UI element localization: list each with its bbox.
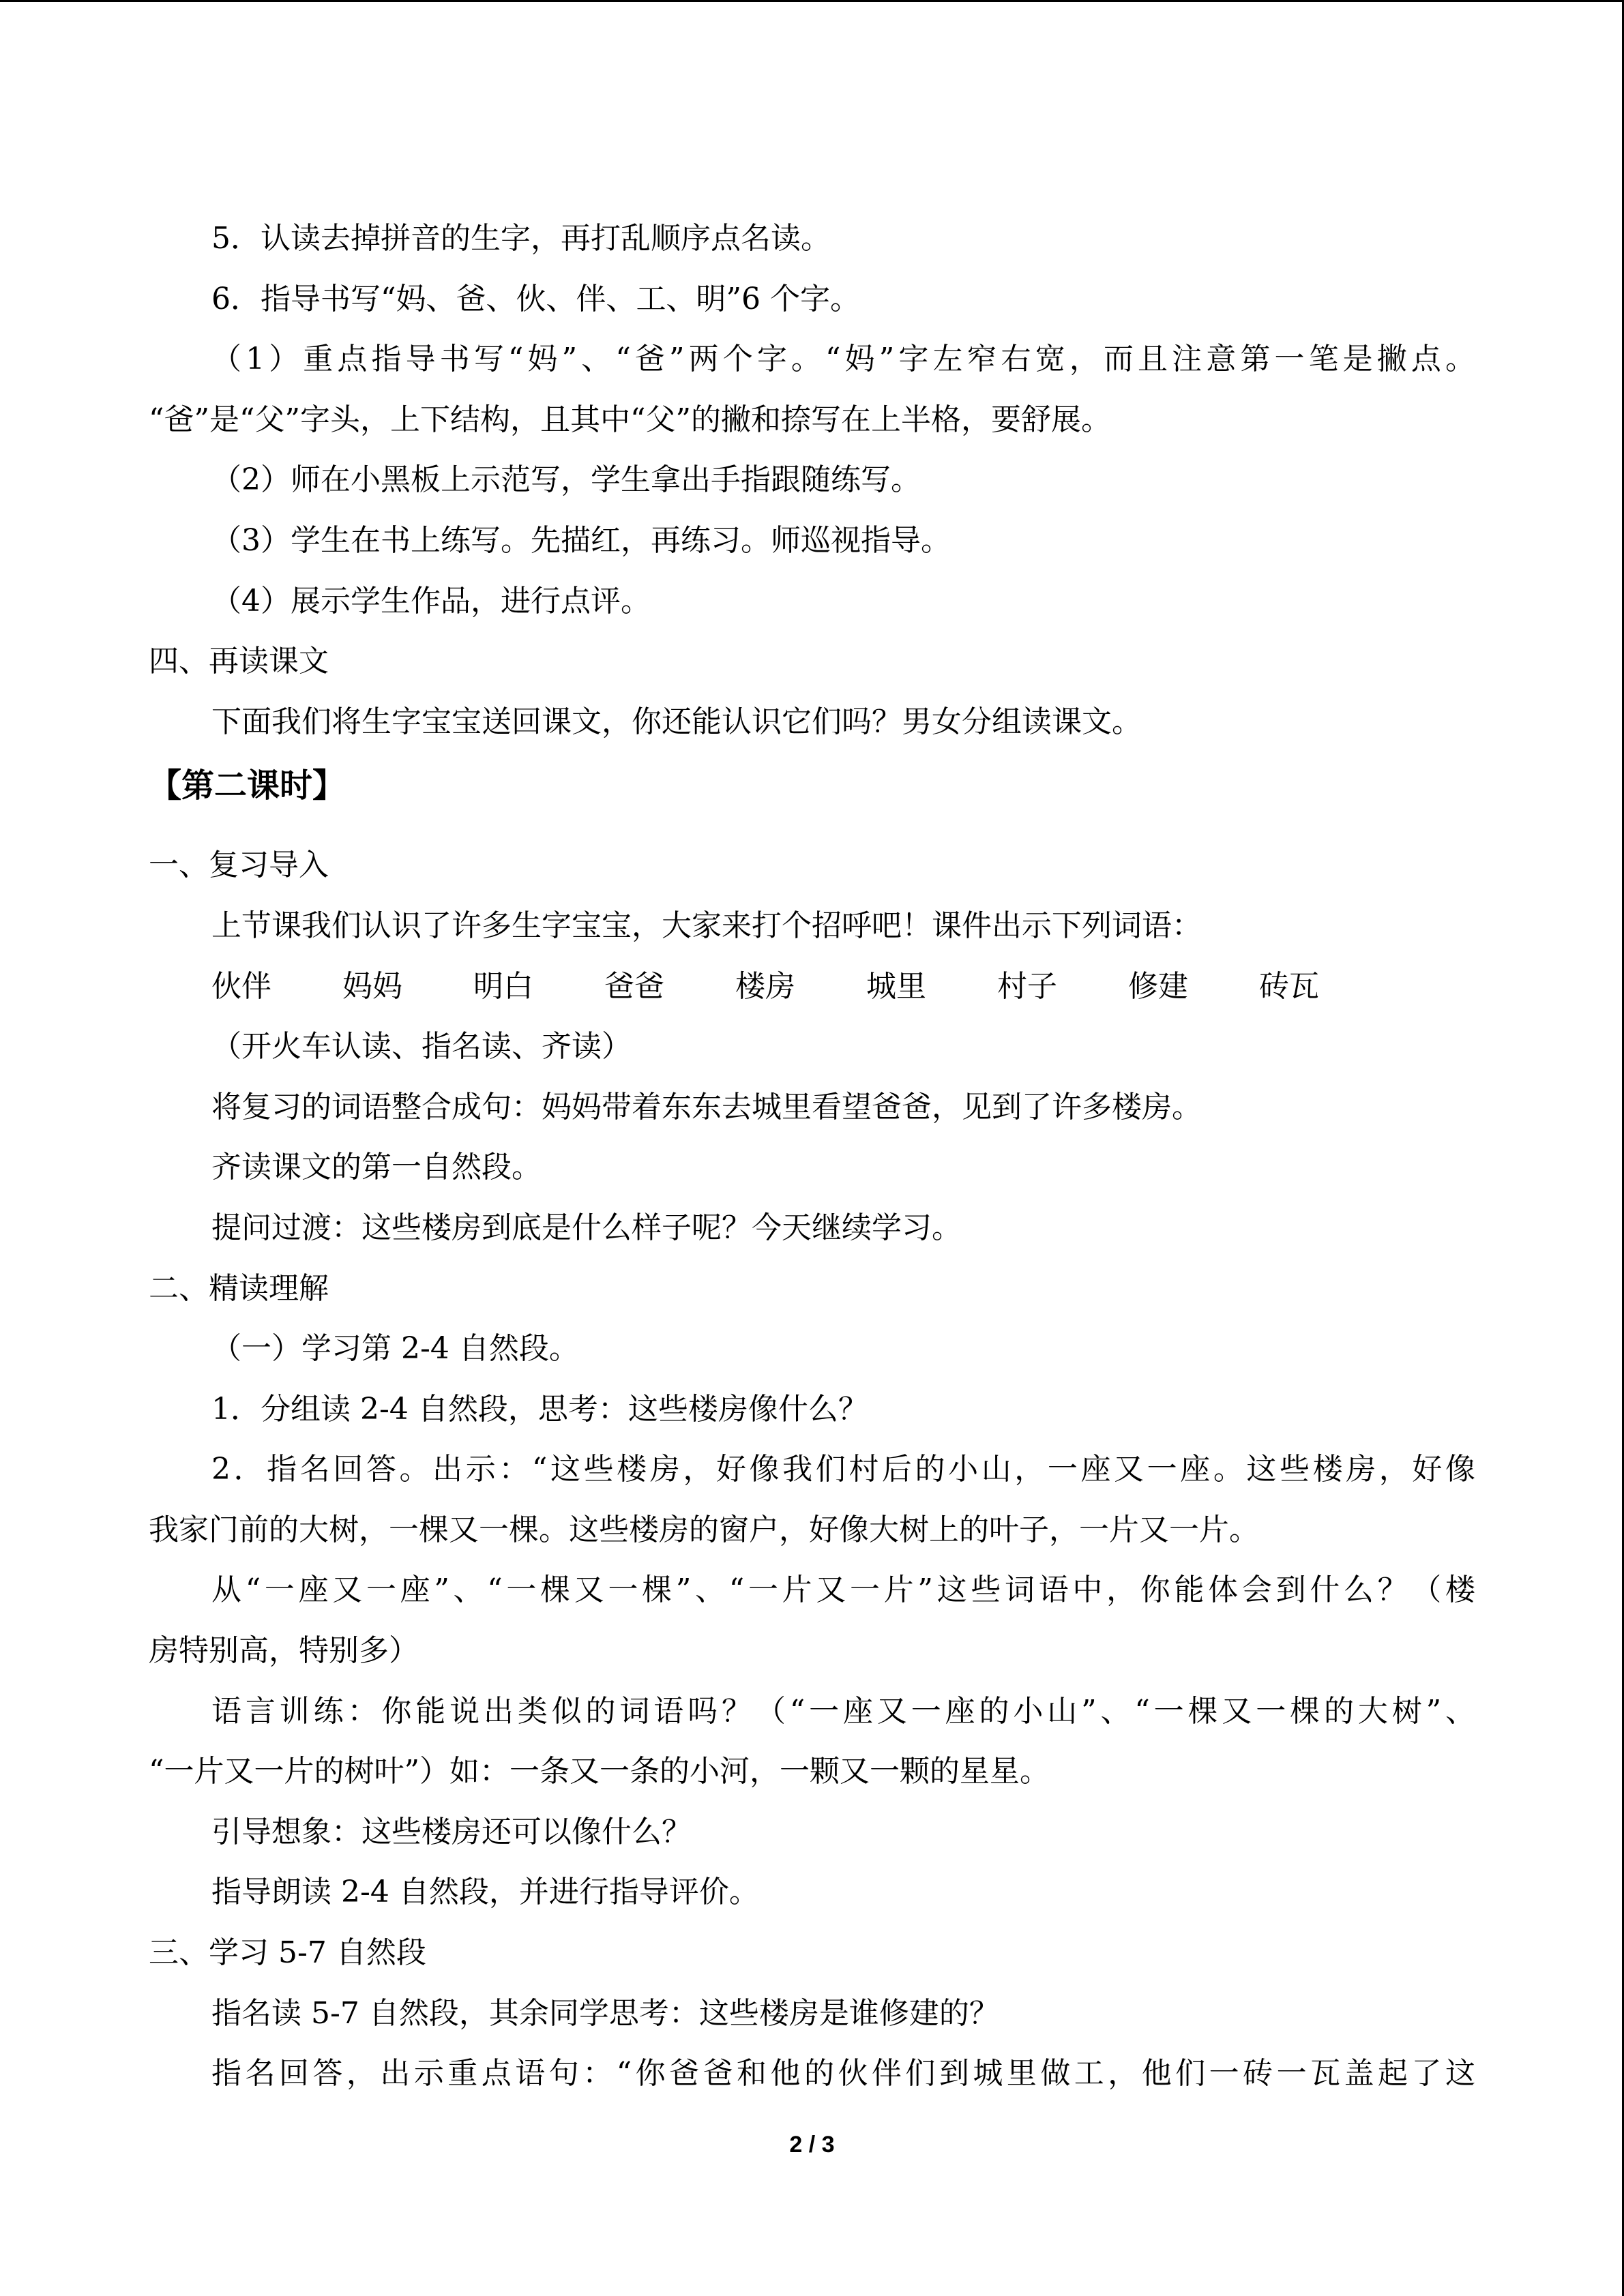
paragraph: 指导朗读 2-4 自然段，并进行指导评价。 [211, 1875, 759, 1910]
paragraph: 从“一座又一座”、“一棵又一棵”、“一片又一片”这些词语中，你能体会到什么？（楼 [211, 1572, 1475, 1608]
paragraph: （3）学生在书上练写。先描红，再练习。师巡视指导。 [211, 522, 951, 558]
section-title: 二、精读理解 [149, 1270, 329, 1306]
paragraph: 指名回答，出示重点语句：“你爸爸和他的伙伴们到城里做工，他们一砖一瓦盖起了这 [211, 2056, 1475, 2091]
paragraph: 将复习的词语整合成句：妈妈带着东东去城里看望爸爸，见到了许多楼房。 [211, 1089, 1202, 1124]
paragraph: 提问过渡：这些楼房到底是什么样子呢？今天继续学习。 [211, 1210, 962, 1245]
section-title: 一、复习导入 [149, 848, 329, 883]
vocabulary-word: 楼房 [735, 968, 795, 1004]
paragraph: 指名读 5-7 自然段，其余同学思考：这些楼房是谁修建的？ [211, 1995, 999, 2031]
vocabulary-word: 村子 [997, 968, 1057, 1004]
lesson-heading: 【第二课时】 [149, 766, 346, 805]
page-number: 2 / 3 [789, 2132, 835, 2158]
vocabulary-word: 城里 [866, 968, 926, 1004]
vocabulary-list [149, 957, 1475, 1017]
paragraph: （开火车认读、指名读、齐读） [211, 1029, 632, 1064]
paragraph: 6．指导书写“妈、爸、伙、伴、工、明”6 个字。 [211, 281, 860, 316]
paragraph: （一）学习第 2-4 自然段。 [211, 1331, 579, 1367]
paragraph: 上节课我们认识了许多生字宝宝，大家来打个招呼吧！课件出示下列词语： [211, 908, 1202, 943]
paragraph: （1）重点指导书写“妈”、“爸”两个字。“妈”字左窄右宽，而且注意第一笔是撇点。 [211, 342, 1475, 377]
paragraph: “一片又一片的树叶”）如：一条又一条的小河，一颗又一颗的星星。 [149, 1754, 1050, 1789]
paragraph: （4）展示学生作品，进行点评。 [211, 583, 651, 618]
vocabulary-word: 爸爸 [604, 968, 664, 1004]
vocabulary-word: 砖瓦 [1259, 968, 1319, 1004]
paragraph: （2）师在小黑板上示范写，学生拿出手指跟随练写。 [211, 462, 921, 498]
vocabulary-word: 妈妈 [342, 968, 402, 1004]
section-title: 四、再读课文 [149, 644, 329, 679]
paragraph: 齐读课文的第一自然段。 [211, 1150, 542, 1185]
vocabulary-word: 伙伴 [211, 968, 271, 1004]
paragraph: 2．指名回答。出示：“这些楼房，好像我们村后的小山，一座又一座。这些楼房，好像 [211, 1452, 1475, 1487]
paragraph: 房特别高，特别多） [149, 1633, 419, 1669]
paragraph: “爸”是“父”字头，上下结构，且其中“父”的撇和捺写在上半格，要舒展。 [149, 402, 1111, 437]
paragraph: 1．分组读 2-4 自然段，思考：这些楼房像什么？ [211, 1391, 868, 1427]
document-body [149, 209, 1475, 2104]
paragraph: 语言训练：你能说出类似的词语吗？（“一座又一座的小山”、“一棵又一棵的大树”、 [211, 1693, 1475, 1729]
paragraph: 我家门前的大树，一棵又一棵。这些楼房的窗户，好像大树上的叶子，一片又一片。 [149, 1512, 1259, 1547]
paragraph: 5．认读去掉拼音的生字，再打乱顺序点名读。 [211, 221, 831, 256]
vocabulary-word: 明白 [473, 968, 533, 1004]
section-title: 三、学习 5-7 自然段 [149, 1935, 426, 1971]
paragraph: 引导想象：这些楼房还可以像什么？ [211, 1814, 692, 1849]
paragraph: 下面我们将生字宝宝送回课文，你还能认识它们吗？男女分组读课文。 [211, 704, 1142, 739]
vocabulary-word: 修建 [1128, 968, 1188, 1004]
